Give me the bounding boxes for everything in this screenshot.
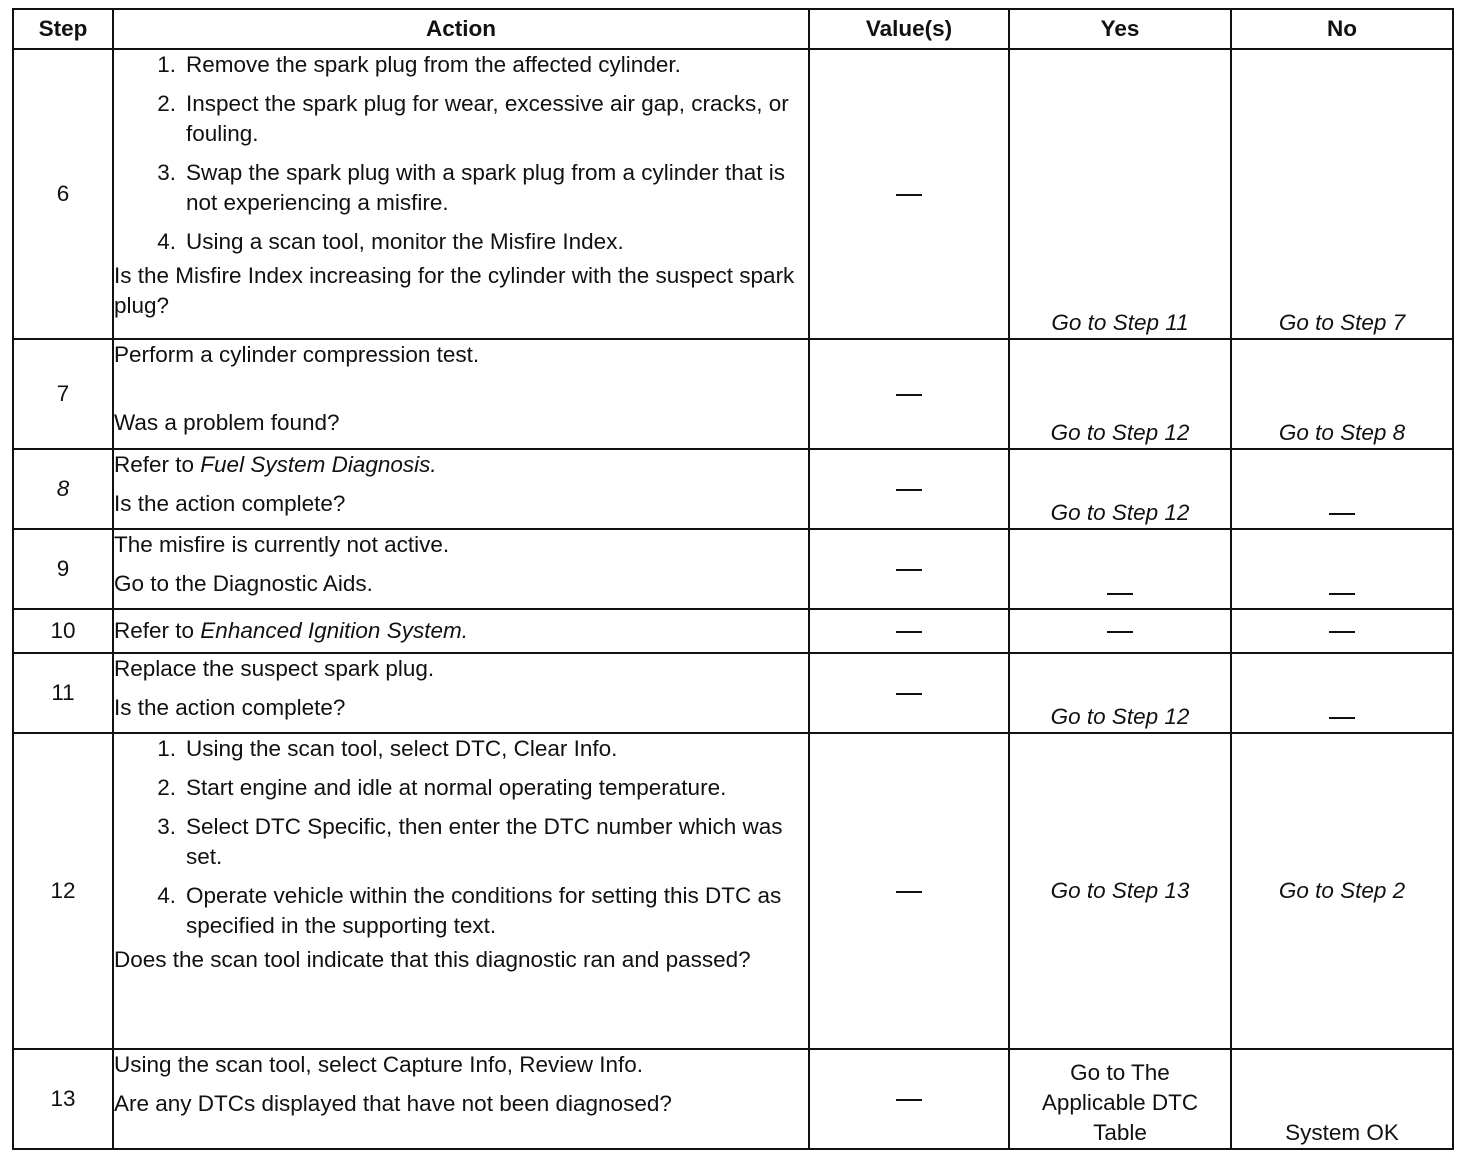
yes-cell: [1009, 529, 1231, 609]
action-text: Using the scan tool, select Capture Info, Review Info.: [114, 1052, 644, 1077]
yes-cell: Go to The Applicable DTC Table: [1009, 1049, 1231, 1149]
value-cell: [809, 733, 1009, 1049]
action-cell: [113, 609, 809, 653]
dash-mark: [896, 631, 922, 633]
step-number: 10: [13, 609, 113, 653]
action-text: Refer to Enhanced Ignition System.: [114, 618, 468, 643]
yes-cell: Go to Step 12: [1009, 339, 1231, 449]
header-no: No: [1231, 9, 1453, 49]
diagnostic-table: [12, 8, 1454, 1150]
header-row: [13, 9, 1453, 49]
table-row-step-11: [13, 653, 1453, 733]
yes-cell: Go to Step 13: [1009, 733, 1231, 1049]
action-text: Perform a cylinder compression test.: [114, 342, 480, 367]
dash-mark: [896, 489, 922, 491]
yes-cell: Go to Step 12: [1009, 449, 1231, 529]
dash-mark: [896, 1099, 922, 1101]
question-text: Is the action complete?: [114, 695, 346, 720]
dash-mark: [1329, 513, 1355, 515]
table-row-step-13: [13, 1049, 1453, 1149]
step-number: 12: [13, 733, 113, 1049]
table-row-step-9: [13, 529, 1453, 609]
action-cell: [113, 339, 809, 449]
action-cell: [113, 449, 809, 529]
dash-mark: [1329, 593, 1355, 595]
step-number: 6: [13, 49, 113, 339]
action-text: Refer to Fuel System Diagnosis.: [114, 452, 437, 477]
list-item: 3. Swap the spark plug with a spark plug from a cylinder that is not experiencing a misfire.: [157, 160, 786, 215]
list-item: 1. Remove the spark plug from the affected cylinder.: [157, 52, 681, 77]
no-cell: Go to Step 8: [1231, 339, 1453, 449]
no-cell: [1231, 449, 1453, 529]
dash-mark: [896, 569, 922, 571]
yes-cell: Go to Step 12: [1009, 653, 1231, 733]
no-cell: [1231, 609, 1453, 653]
no-cell: [1231, 529, 1453, 609]
list-item: 3. Select DTC Specific, then enter the DTC number which was set.: [157, 814, 783, 869]
table-row-step-10: [13, 609, 1453, 653]
table-row-step-6: [13, 49, 1453, 339]
action-text: Replace the suspect spark plug.: [114, 656, 435, 681]
value-cell: [809, 1049, 1009, 1149]
list-item: 2. Start engine and idle at normal operating temperature.: [157, 775, 727, 800]
dash-mark: [1329, 717, 1355, 719]
no-cell: Go to Step 2: [1231, 733, 1453, 1049]
action-text: Go to the Diagnostic Aids.: [114, 571, 373, 596]
action-cell: [113, 49, 809, 339]
action-cell: [113, 733, 809, 1049]
question-text: Is the action complete?: [114, 491, 346, 516]
yes-cell: Go to Step 11: [1009, 49, 1231, 339]
dash-mark: [896, 891, 922, 893]
table-row-step-8: [13, 449, 1453, 529]
list-item: 1. Using the scan tool, select DTC, Clear Info.: [157, 736, 618, 761]
question-text: Are any DTCs displayed that have not been diagnosed?: [114, 1091, 672, 1116]
dash-mark: [896, 693, 922, 695]
list-item: 4. Operate vehicle within the conditions for setting this DTC as specified in the supporting text.: [157, 883, 782, 938]
dash-mark: [896, 194, 922, 196]
header-values: Value(s): [809, 9, 1009, 49]
dash-mark: [1329, 631, 1355, 633]
step-number: 11: [13, 653, 113, 733]
step-number: 7: [13, 339, 113, 449]
yes-cell: [1009, 609, 1231, 653]
action-text: The misfire is currently not active.: [114, 532, 450, 557]
value-cell: [809, 653, 1009, 733]
action-cell: [113, 653, 809, 733]
list-item: 2. Inspect the spark plug for wear, excessive air gap, cracks, or fouling.: [157, 91, 789, 146]
question-text: Was a problem found?: [114, 410, 340, 435]
reference-link-text: Enhanced Ignition System.: [200, 618, 468, 643]
header-step: Step: [13, 9, 113, 49]
value-cell: [809, 529, 1009, 609]
step-number: 13: [13, 1049, 113, 1149]
action-cell: [113, 1049, 809, 1149]
no-cell: System OK: [1231, 1049, 1453, 1149]
table-row-step-7: [13, 339, 1453, 449]
table-row-step-12: [13, 733, 1453, 1049]
header-yes: Yes: [1009, 9, 1231, 49]
dash-mark: [1107, 593, 1133, 595]
step-number: 8: [13, 449, 113, 529]
question-text: Is the Misfire Index increasing for the cylinder with the suspect spark plug?: [114, 263, 795, 318]
list-item: 4. Using a scan tool, monitor the Misfire Index.: [157, 229, 624, 254]
step-number: 9: [13, 529, 113, 609]
no-cell: [1231, 653, 1453, 733]
value-cell: [809, 339, 1009, 449]
question-text: Does the scan tool indicate that this diagnostic ran and passed?: [114, 947, 751, 972]
no-cell: Go to Step 7: [1231, 49, 1453, 339]
header-action: Action: [113, 9, 809, 49]
dash-mark: [1107, 631, 1133, 633]
value-cell: [809, 449, 1009, 529]
value-cell: [809, 49, 1009, 339]
dash-mark: [896, 394, 922, 396]
reference-link-text: Fuel System Diagnosis.: [200, 452, 437, 477]
value-cell: [809, 609, 1009, 653]
action-cell: [113, 529, 809, 609]
